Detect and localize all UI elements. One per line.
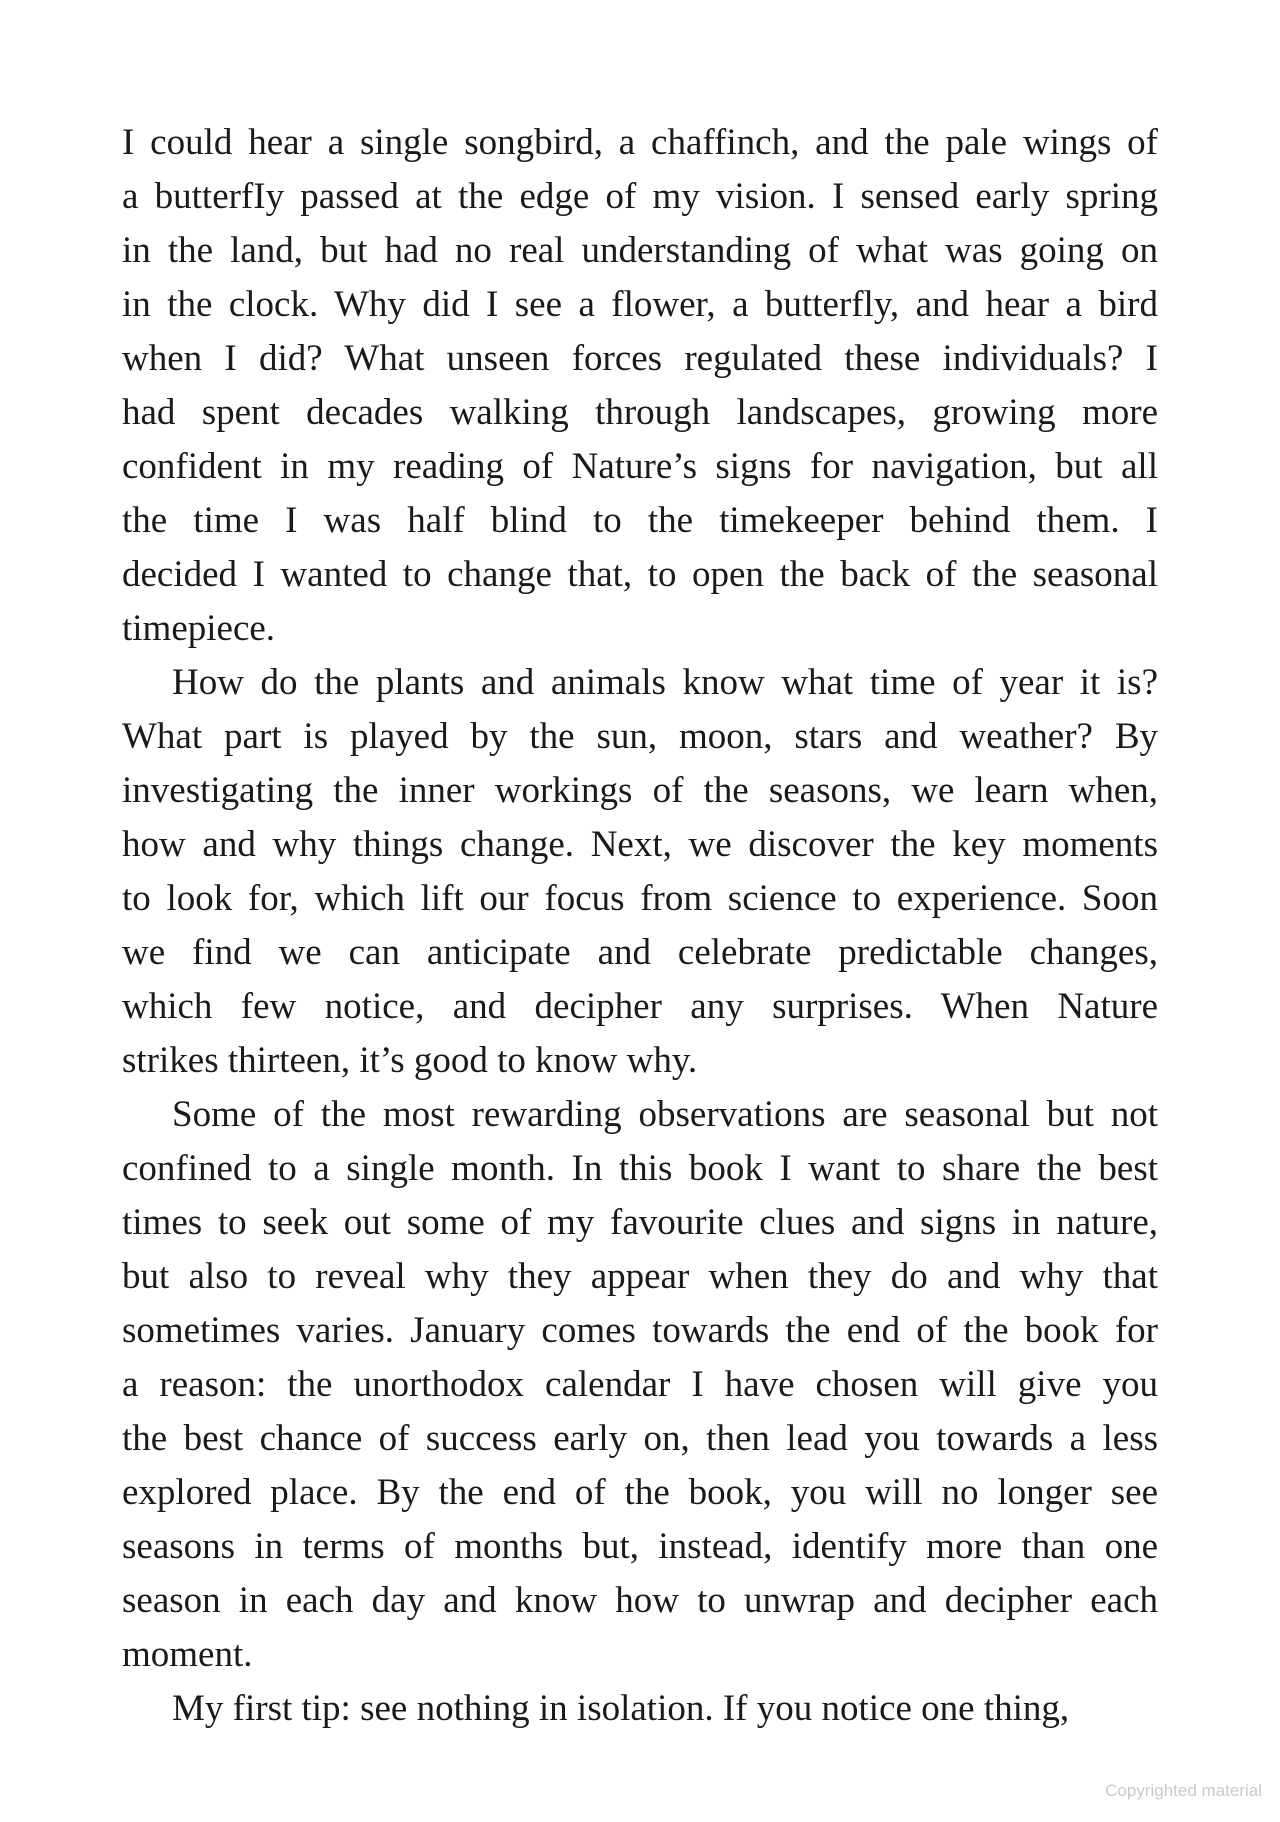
text-line: How do the plants and animals know what time of year it is? — [172, 662, 1158, 703]
text-line: in the clock. Why did I see a flower, a butterfly, and hear a bird — [122, 284, 1158, 325]
text-line: which few notice, and decipher any surprises. When Nature — [122, 986, 1158, 1027]
text-line: explored place. By the end of the book, you will no longer see — [122, 1472, 1158, 1513]
text-line: seasons in terms of months but, instead, identify more than one — [122, 1526, 1158, 1567]
text-line: to look for, which lift our focus from science to experience. Soon — [122, 878, 1158, 919]
text-line: My first tip: see nothing in isolation. If you notice one thing, — [172, 1688, 1070, 1729]
text-line: timepiece. — [122, 608, 276, 649]
text-line: had spent decades walking through landscapes, growing more — [122, 392, 1158, 433]
text-line: investigating the inner workings of the seasons, we learn when, — [122, 770, 1158, 811]
text-line: a reason: the unorthodox calendar I have chosen will give you — [122, 1364, 1158, 1405]
text-line: I could hear a single songbird, a chaffinch, and the pale wings of — [122, 122, 1158, 163]
text-line: when I did? What unseen forces regulated these individuals? I — [122, 338, 1158, 379]
text-line: decided I wanted to change that, to open the back of the seasonal — [122, 554, 1158, 595]
text-line: What part is played by the sun, moon, stars and weather? By — [122, 716, 1158, 757]
text-line: but also to reveal why they appear when they do and why that — [122, 1256, 1158, 1297]
body-text — [122, 116, 1158, 1736]
text-line: strikes thirteen, it’s good to know why. — [122, 1040, 698, 1081]
text-line: a butterfIy passed at the edge of my vision. I sensed early spring — [122, 176, 1158, 217]
paragraph-1 — [122, 116, 1158, 656]
text-line: the best chance of success early on, then lead you towards a less — [122, 1418, 1158, 1459]
text-line: how and why things change. Next, we discover the key moments — [122, 824, 1158, 865]
copyright-watermark: Copyrighted material — [1105, 1781, 1262, 1800]
text-line: in the land, but had no real understanding of what was going on — [122, 230, 1158, 271]
text-line: times to seek out some of my favourite clues and signs in nature, — [122, 1202, 1158, 1243]
text-line: confident in my reading of Nature’s signs for navigation, but all — [122, 446, 1158, 487]
text-line: moment. — [122, 1634, 253, 1675]
text-line: Some of the most rewarding observations are seasonal but not — [172, 1094, 1158, 1135]
text-line: confined to a single month. In this book I want to share the best — [122, 1148, 1158, 1189]
text-line: we find we can anticipate and celebrate predictable changes, — [122, 932, 1158, 973]
paragraph-2 — [122, 656, 1158, 1088]
paragraph-3 — [122, 1088, 1158, 1682]
text-line: the time I was half blind to the timekeeper behind them. I — [122, 500, 1158, 541]
text-line: sometimes varies. January comes towards the end of the book for — [122, 1310, 1158, 1351]
text-line: season in each day and know how to unwrap and decipher each — [122, 1580, 1158, 1621]
paragraph-4 — [122, 1682, 1158, 1736]
